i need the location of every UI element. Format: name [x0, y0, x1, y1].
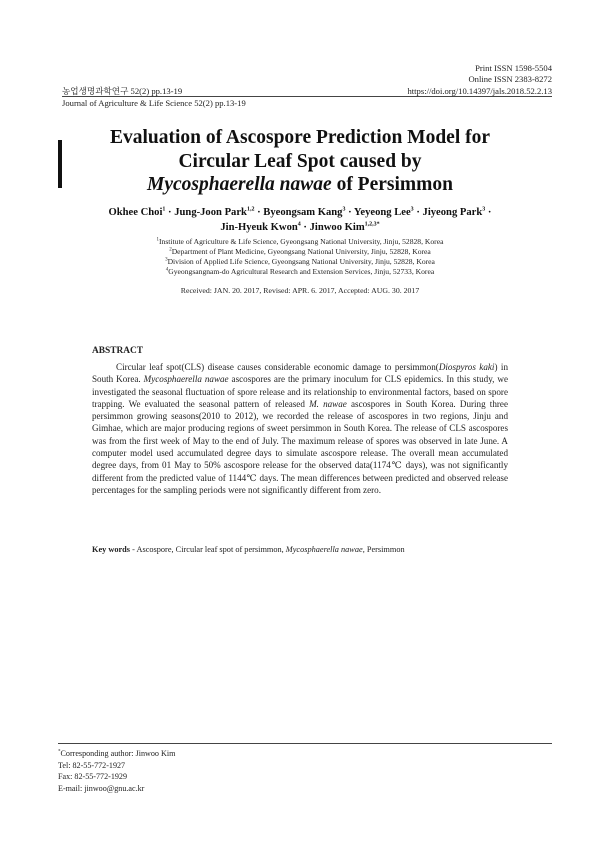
keywords-end: , Persimmon	[362, 545, 405, 554]
author-line-2: Jin-Hyeuk Kwon$^4$ · Jinwoo Kim$^{1,2,3*}$	[220, 220, 380, 233]
author-line-1: Okhee Choi$^1$ · Jung-Joon Park$^{1,2}$ · Byeongsam Kang$^3$ · Yeyeong Lee$^3$ · Jiyeong Park$^3$ ·	[108, 206, 492, 218]
author-name: Byeongsam Kang	[263, 207, 343, 218]
author-list	[70, 206, 530, 235]
corresponding-text: Corresponding author: Jinwoo Kim	[60, 749, 176, 758]
footnote-rule	[58, 743, 552, 744]
author-sup: 3	[482, 206, 486, 213]
author-name: Jung-Joon Park	[174, 207, 247, 218]
tel: Tel: 82-55-772-1927	[58, 760, 126, 770]
abstract-text: Circular leaf spot(CLS) disease causes considerable economic damage to persimmon(	[116, 362, 439, 372]
print-issn: Print ISSN 1598-5504	[475, 63, 552, 73]
author-sup: 3	[342, 206, 346, 213]
title-species: Mycosphaerella nawae	[146, 174, 332, 195]
affiliation-item	[80, 237, 520, 247]
corresponding-author	[58, 748, 175, 760]
affiliation-item	[80, 267, 520, 277]
title-line-2: Circular Leaf Spot caused by	[178, 150, 422, 172]
keywords-species: Mycosphaerella nawae	[285, 545, 363, 554]
affiliation-text: Institute of Agriculture & Life Science, Gyeongsang National University, Jinju, 52828, Korea	[159, 237, 444, 246]
author-sup: 1,2,3*	[364, 220, 380, 227]
affiliation-sup: 3	[165, 257, 168, 263]
affiliation-item	[80, 257, 520, 267]
sidebar-mark	[58, 140, 62, 188]
affiliation-text: Gyeongsangnam-do Agricultural Research and Extension Services, Jinju, 52733, Korea	[168, 267, 435, 276]
abstract-species: M. nawae	[309, 398, 347, 409]
abstract-text: ascospores in South Korea. During three persimmon growing seasons(2010 to 2012), we recorded the release of ascospores in two regions, Jinju and Gimhae, which are major producing regions of sweet persimmon in South Korea. The release of CLS ascospores was from the first week of May to the end of July. The maximum release of spores was observed in late June. A computer model used accumulated degree days to simulate ascospore release. The overall mean accumulated degree days, from 01 May to 50% ascospore release for the observed data(1174℃ days), was not significantly different from the predicted value of 1144℃ days. The mean differences between predicted and observed release percentages for the sampling periods were not significantly different from zero.	[92, 398, 508, 495]
author-name: Okhee Choi	[108, 207, 163, 218]
abstract-species: Mycosphaerella nawae	[143, 374, 229, 385]
fax: Fax: 82-55-772-1929	[58, 772, 128, 781]
affiliation-text: Department of Plant Medicine, Gyeongsang National University, Jinju, 52828, Korea	[171, 247, 431, 256]
title-line-1: Evaluation of Ascospore Prediction Model for	[109, 127, 491, 148]
affiliation-item	[80, 247, 520, 257]
author-sup: 3	[410, 206, 414, 213]
keywords-text: - Ascospore, Circular leaf spot of persimmon,	[130, 545, 286, 554]
author-sup: 1,2	[246, 206, 255, 213]
author-name: Jinwoo Kim	[309, 221, 365, 233]
affiliation-list	[80, 237, 520, 277]
abstract-body	[92, 361, 508, 496]
received-dates: Received: JAN. 20. 2017, Revised: APR. 6. 2017, Accepted: AUG. 30. 2017	[180, 286, 420, 295]
email-link[interactable]: E-mail: jinwoo@gnu.ac.kr	[58, 783, 145, 793]
title-suffix: of Persimmon	[331, 174, 453, 195]
author-sup: 1	[162, 206, 166, 213]
author-sup: 4	[297, 220, 301, 227]
online-issn: Online ISSN 2383-8272	[468, 74, 552, 84]
abstract-species: Diospyros kaki	[438, 362, 495, 372]
header-rule	[62, 96, 552, 97]
paper-title	[70, 126, 530, 197]
footnote	[58, 748, 175, 794]
affiliation-sup: 1	[156, 237, 160, 243]
affiliation-sup: 4	[165, 267, 169, 273]
footnote-sup: *	[58, 749, 61, 755]
keywords	[92, 545, 405, 554]
journal-english: Journal of Agriculture & Life Science 52(2) pp.13-19	[62, 98, 246, 108]
abstract-text: ascospores are the primary inoculum for CLS epidemics. In this study, we investigated the seasonal fluctuation of spore release and its relationship to environmental factors, based on spore trapping. We evaluated the seasonal pattern of released	[92, 374, 508, 409]
author-name: Jiyeong Park	[422, 207, 483, 218]
author-name: Jin-Hyeuk Kwon	[220, 221, 298, 233]
doi-link[interactable]: https://doi.org/10.14397/jals.2018.52.2.13	[407, 86, 552, 96]
journal-korean: 농업생명과학연구 52(2) pp.13-19	[62, 86, 183, 96]
title-line-3	[70, 173, 530, 197]
affiliation-text: Division of Applied Life Science, Gyeongsang National University, Jinju, 52828, Korea	[167, 257, 435, 266]
affiliation-sup: 2	[169, 247, 172, 253]
keywords-label: Key words	[92, 545, 131, 554]
issn-block	[468, 63, 552, 85]
abstract-heading: ABSTRACT	[92, 346, 144, 356]
abstract-text: ) in South Korea.	[92, 362, 508, 385]
author-name: Yeyeong Lee	[353, 207, 411, 218]
